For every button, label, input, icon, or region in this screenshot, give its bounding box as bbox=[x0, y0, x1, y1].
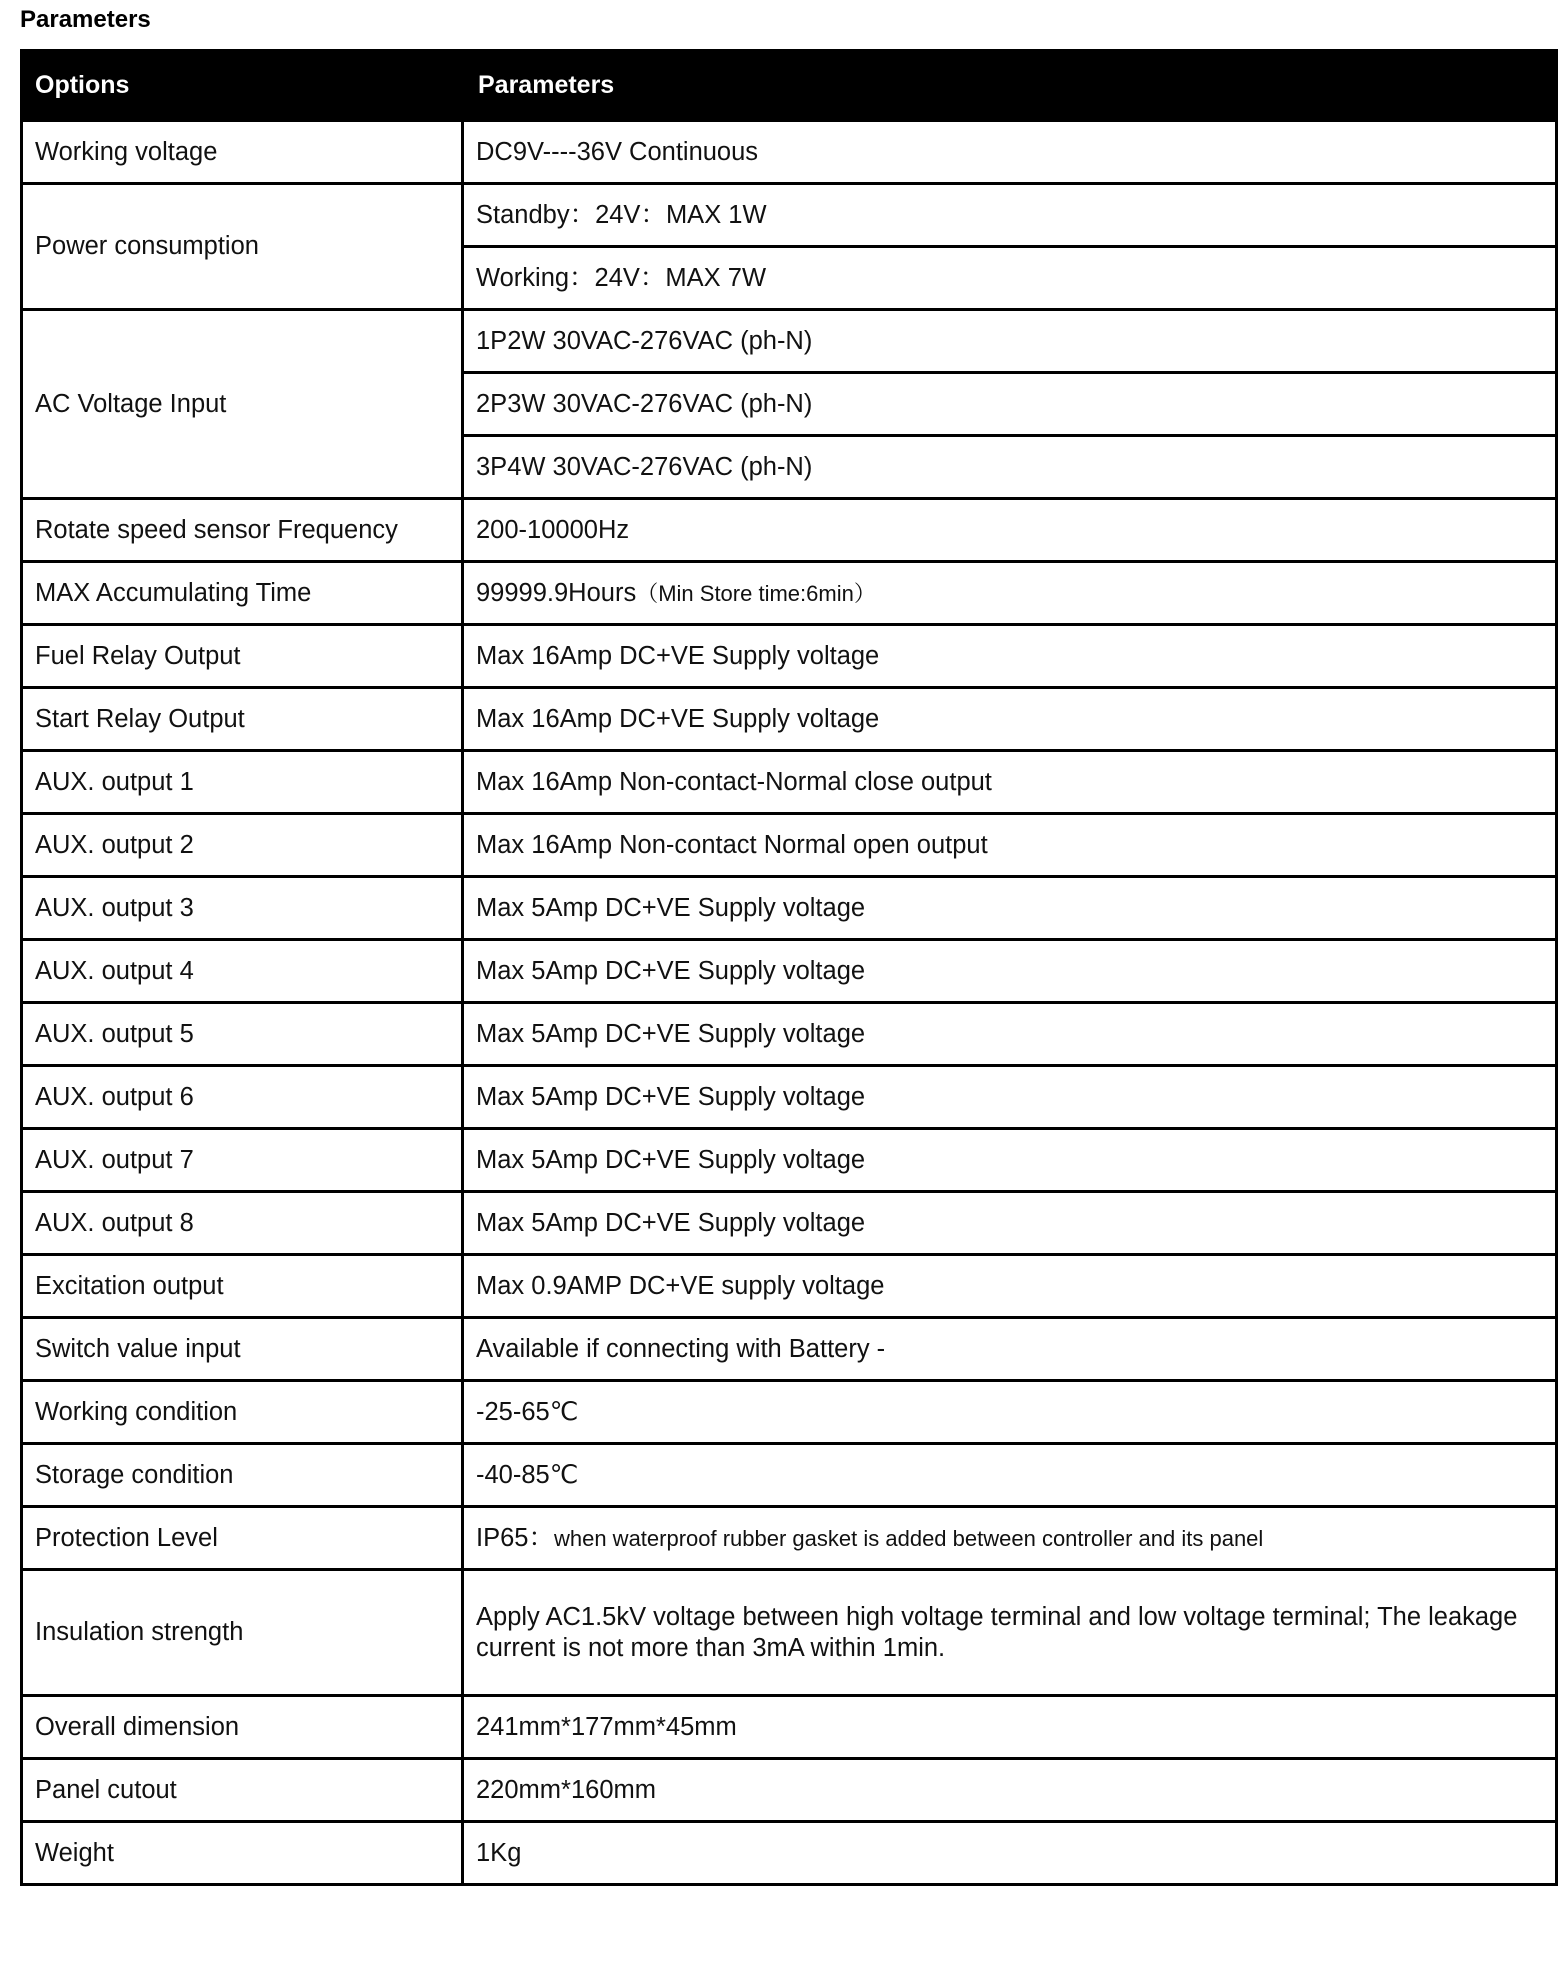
value-note: when waterproof rubber gasket is added between controller and its panel bbox=[553, 1525, 1264, 1551]
value-cell: Max 0.9AMP DC+VE supply voltage bbox=[463, 1255, 1557, 1318]
value-cell bbox=[463, 1507, 1557, 1570]
table-row bbox=[22, 1192, 1557, 1255]
option-cell: AUX. output 5 bbox=[22, 1003, 463, 1066]
table-row bbox=[22, 1759, 1557, 1822]
table-row bbox=[22, 751, 1557, 814]
table-row bbox=[22, 1381, 1557, 1444]
option-cell: Protection Level bbox=[22, 1507, 463, 1570]
value-cell: Standby：24V：MAX 1W bbox=[463, 184, 1557, 247]
value-cell: Max 5Amp DC+VE Supply voltage bbox=[463, 1192, 1557, 1255]
value-cell: Max 5Amp DC+VE Supply voltage bbox=[463, 1066, 1557, 1129]
value-cell: Max 16Amp Non-contact Normal open output bbox=[463, 814, 1557, 877]
option-cell: AUX. output 1 bbox=[22, 751, 463, 814]
table-row bbox=[22, 877, 1557, 940]
option-cell: AUX. output 8 bbox=[22, 1192, 463, 1255]
value-cell: 200-10000Hz bbox=[463, 499, 1557, 562]
option-cell: Switch value input bbox=[22, 1318, 463, 1381]
value-cell: 1P2W 30VAC-276VAC (ph-N) bbox=[463, 310, 1557, 373]
value-cell: -40-85℃ bbox=[463, 1444, 1557, 1507]
option-cell: AUX. output 7 bbox=[22, 1129, 463, 1192]
option-cell: Panel cutout bbox=[22, 1759, 463, 1822]
table-row bbox=[22, 562, 1557, 625]
table-row bbox=[22, 1822, 1557, 1885]
option-cell: Insulation strength bbox=[22, 1570, 463, 1696]
option-cell: Start Relay Output bbox=[22, 688, 463, 751]
value-cell: Max 5Amp DC+VE Supply voltage bbox=[463, 1129, 1557, 1192]
value-cell: 3P4W 30VAC-276VAC (ph-N) bbox=[463, 436, 1557, 499]
value-main: IP65： bbox=[476, 1523, 554, 1552]
table-row bbox=[22, 940, 1557, 1003]
option-cell: AUX. output 3 bbox=[22, 877, 463, 940]
section-title: Parameters bbox=[20, 6, 151, 33]
value-cell: Max 5Amp DC+VE Supply voltage bbox=[463, 877, 1557, 940]
option-cell: Weight bbox=[22, 1822, 463, 1885]
table-row bbox=[22, 310, 1557, 373]
option-cell: Power consumption bbox=[22, 184, 463, 310]
parameters-table bbox=[20, 49, 1558, 1886]
option-cell: MAX Accumulating Time bbox=[22, 562, 463, 625]
option-cell: Overall dimension bbox=[22, 1696, 463, 1759]
value-cell: Max 5Amp DC+VE Supply voltage bbox=[463, 940, 1557, 1003]
table-row bbox=[22, 1003, 1557, 1066]
option-cell: AUX. output 4 bbox=[22, 940, 463, 1003]
table-row bbox=[22, 625, 1557, 688]
option-cell: Storage condition bbox=[22, 1444, 463, 1507]
table-row bbox=[22, 1507, 1557, 1570]
value-cell: 2P3W 30VAC-276VAC (ph-N) bbox=[463, 373, 1557, 436]
value-cell: Apply AC1.5kV voltage between high voltage terminal and low voltage terminal; The leakage current is not more than 3mA within 1min. bbox=[463, 1570, 1557, 1696]
table-row bbox=[22, 184, 1557, 247]
option-cell: AC Voltage Input bbox=[22, 310, 463, 499]
table-row bbox=[22, 121, 1557, 184]
table-row bbox=[22, 1129, 1557, 1192]
table-row bbox=[22, 688, 1557, 751]
value-cell: 220mm*160mm bbox=[463, 1759, 1557, 1822]
option-cell: Excitation output bbox=[22, 1255, 463, 1318]
value-note: （Min Store time:6min） bbox=[636, 580, 876, 606]
option-cell: Working condition bbox=[22, 1381, 463, 1444]
value-cell: Available if connecting with Battery - bbox=[463, 1318, 1557, 1381]
value-cell bbox=[463, 562, 1557, 625]
value-cell: 241mm*177mm*45mm bbox=[463, 1696, 1557, 1759]
table-row bbox=[22, 1255, 1557, 1318]
option-cell: Fuel Relay Output bbox=[22, 625, 463, 688]
column-header-options: Options bbox=[22, 51, 463, 121]
table-row bbox=[22, 1444, 1557, 1507]
option-cell: AUX. output 6 bbox=[22, 1066, 463, 1129]
value-cell: Max 16Amp Non-contact-Normal close output bbox=[463, 751, 1557, 814]
table-row bbox=[22, 814, 1557, 877]
value-cell: Max 5Amp DC+VE Supply voltage bbox=[463, 1003, 1557, 1066]
option-cell: Working voltage bbox=[22, 121, 463, 184]
value-cell: Working：24V：MAX 7W bbox=[463, 247, 1557, 310]
value-cell: 1Kg bbox=[463, 1822, 1557, 1885]
table-row bbox=[22, 1066, 1557, 1129]
table-row bbox=[22, 1570, 1557, 1696]
option-cell: AUX. output 2 bbox=[22, 814, 463, 877]
option-cell: Rotate speed sensor Frequency bbox=[22, 499, 463, 562]
value-cell: Max 16Amp DC+VE Supply voltage bbox=[463, 688, 1557, 751]
table-row bbox=[22, 499, 1557, 562]
value-main: 99999.9Hours bbox=[476, 578, 637, 607]
value-cell: DC9V----36V Continuous bbox=[463, 121, 1557, 184]
column-header-parameters: Parameters bbox=[463, 51, 1557, 121]
value-cell: Max 16Amp DC+VE Supply voltage bbox=[463, 625, 1557, 688]
value-cell: -25-65℃ bbox=[463, 1381, 1557, 1444]
table-row bbox=[22, 1696, 1557, 1759]
table-row bbox=[22, 1318, 1557, 1381]
table-header-row bbox=[22, 51, 1557, 121]
